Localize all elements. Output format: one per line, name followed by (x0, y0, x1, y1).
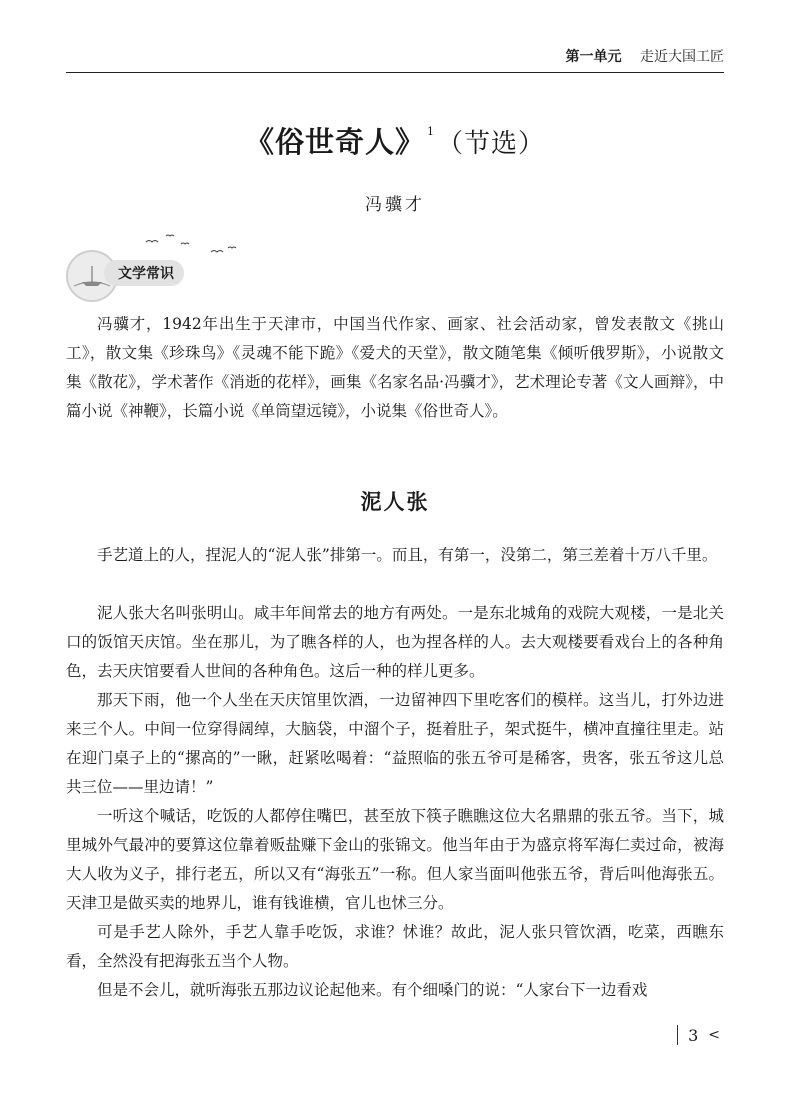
page-title (0, 120, 790, 161)
author-name: 冯骥才 (365, 195, 425, 215)
literary-knowledge-badge (66, 232, 246, 302)
birds-decoration-icon (136, 232, 246, 262)
title-main: 《俗世奇人》 (244, 125, 425, 159)
body-paragraph: 泥人张大名叫张明山。咸丰年间常去的地方有两处。一是东北城角的戏院大观楼，一是北关口的饭馆天庆馆。坐在那儿，为了瞧各样的人，也为捏各样的人。去大观楼要看戏台上的各种角色，去天庆馆要看人世间的各种角色。这后一种的样儿更多。 (66, 604, 724, 680)
body-paragraph: 手艺道上的人，捏泥人的“泥人张”排第一。而且，有第一，没第二，第三差着十万八千里。 (97, 546, 718, 564)
badge-label: 文学常识 (104, 260, 184, 286)
chevron-left-icon: < (708, 1027, 720, 1043)
page-footer (677, 1024, 720, 1046)
body-paragraph: 那天下雨，他一个人坐在天庆馆里饮酒，一边留神四下里吃客们的模样。这当儿，打外边进来三个人。中间一位穿得阔绰，大脑袋，中溜个子，挺着肚子，架式挺牛，横冲直撞往里走。站在迎门桌子上的“摞高的”一瞅，赶紧吆喝着：“益照临的张五爷可是稀客，贵客，张五爷这儿总共三位——里边请！” (66, 691, 724, 796)
body-paragraph: 可是手艺人除外，手艺人靠手吃饭，求谁？怵谁？故此，泥人张只管饮酒，吃菜，西瞧东看，全然没有把海张五当个人物。 (66, 923, 724, 970)
title-suffix: （节选） (437, 129, 546, 159)
intro-paragraph: 冯骥才，1942年出生于天津市，中国当代作家、画家、社会活动家，曾发表散文《挑山工》，散文集《珍珠鸟》《灵魂不能下跪》《爱犬的天堂》，散文随笔集《倾听俄罗斯》，小说散文集《散花》，学术著作《消逝的花样》，画集《名家名品·冯骥才》，艺术理论专著《文人画辩》，中篇小说《神鞭》，长篇小说《单筒望远镜》，小说集《俗世奇人》。 (66, 315, 724, 420)
title-footnote-marker: 1 (427, 125, 435, 139)
running-header (66, 46, 724, 73)
body-paragraph: 一听这个喊话，吃饭的人都停住嘴巴，甚至放下筷子瞧瞧这位大名鼎鼎的张五爷。当下，城里城外气最冲的要算这位靠着贩盐赚下金山的张锦文。他当年由于为盛京将军海仁卖过命，被海大人收为义子，排行老五，所以又有“海张五”一称。但人家当面叫他张五爷，背后叫他海张五。天津卫是做买卖的地界儿，谁有钱谁横，官儿也怵三分。 (66, 807, 724, 912)
footer-divider (677, 1025, 678, 1045)
unit-theme: 走近大国工匠 (640, 49, 724, 65)
section-title: 泥人张 (360, 490, 430, 514)
body-paragraph: 但是不会儿，就听海张五那边议论起他来。有个细嗓门的说：“人家台下一边看戏 (97, 981, 648, 999)
page-number: 3 (688, 1025, 699, 1045)
unit-label: 第一单元 (565, 49, 622, 65)
